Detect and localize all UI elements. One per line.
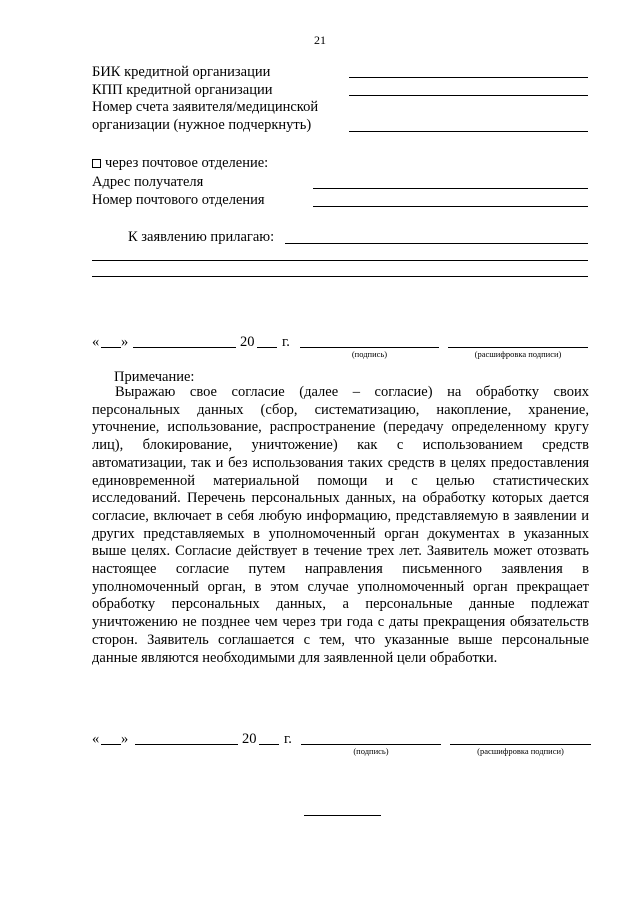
year-prefix-1: 20: [240, 334, 255, 350]
account-label-line2: организации (нужное подчеркнуть): [92, 117, 312, 133]
signature-line-2[interactable]: [301, 744, 441, 745]
kpp-field-line[interactable]: [349, 95, 588, 96]
account-field-line[interactable]: [349, 131, 588, 132]
year-line-1[interactable]: [257, 347, 277, 348]
attachments-label: К заявлению прилагаю:: [128, 229, 275, 245]
date-open-quote-1: «: [92, 334, 100, 350]
signature-caption-1: (подпись): [351, 349, 388, 359]
signature-line-1[interactable]: [300, 347, 439, 348]
page-number: 21: [314, 33, 326, 47]
date-month-line-2[interactable]: [135, 744, 238, 745]
note-title: Примечание:: [114, 369, 195, 385]
date-month-line-1[interactable]: [133, 347, 236, 348]
year-line-2[interactable]: [259, 744, 279, 745]
attachments-line-1[interactable]: [285, 243, 588, 244]
recipient-address-line[interactable]: [313, 188, 588, 189]
recipient-address-label: Адрес получателя: [92, 174, 204, 190]
date-close-quote-1: »: [121, 334, 129, 350]
year-prefix-2: 20: [242, 731, 257, 747]
closing-separator: [304, 815, 381, 816]
attachments-line-2[interactable]: [92, 260, 588, 261]
bik-field-line[interactable]: [349, 77, 588, 78]
decoding-line-1[interactable]: [448, 347, 588, 348]
date-day-line-2[interactable]: [101, 744, 121, 745]
consent-paragraph: [92, 384, 589, 667]
date-day-line-1[interactable]: [101, 347, 121, 348]
consent-text: Выражаю свое согласие (далее – согласие) на обработку своих персональных данных (сбор, систематизацию, накопление, хранение, уточнение, использование, распространение (передачу определенному кругу лиц), блокирование, уничтожение) как с использованием средств автоматизации, так и без использования таких средств в целях предоставления единовременной материальной помощи и с целью статистических исследований. Перечень персональных данных, на обработку которых дается согласие, включает в себя любую информацию, представляемую в заявлении и других представляемых в уполномоченный орган документах в указанных выше целях. Согласие действует в течение трех лет. Заявитель может отозвать настоящее согласие путем направления письменного заявления в уполномоченный орган, в этом случае уполномоченный орган прекращает обработку персональных данных, а персональные данные подлежат уничтожению не позднее чем через три года с даты прекращения обязательств сторон. Заявитель соглашается с тем, что указанные выше персональные данные являются необходимыми для заявленной цели обработки.: [92, 384, 589, 666]
bik-label: БИК кредитной организации: [92, 64, 271, 80]
checkbox-icon[interactable]: [92, 159, 101, 168]
postal-option-label: через почтовое отделение:: [105, 155, 269, 171]
date-open-quote-2: «: [92, 731, 100, 747]
postal-office-label: Номер почтового отделения: [92, 192, 265, 208]
postal-option[interactable]: [92, 155, 268, 172]
year-suffix-2: г.: [284, 731, 292, 747]
postal-office-line[interactable]: [313, 206, 588, 207]
kpp-label: КПП кредитной организации: [92, 82, 273, 98]
date-close-quote-2: »: [121, 731, 129, 747]
decoding-caption-1: (расшифровка подписи): [474, 349, 562, 359]
account-label-line1: Номер счета заявителя/медицинской: [92, 99, 319, 115]
signature-caption-2: (подпись): [353, 746, 389, 756]
decoding-caption-2: (расшифровка подписи): [477, 746, 564, 756]
attachments-line-3[interactable]: [92, 276, 588, 277]
year-suffix-1: г.: [282, 334, 290, 350]
decoding-line-2[interactable]: [450, 744, 591, 745]
